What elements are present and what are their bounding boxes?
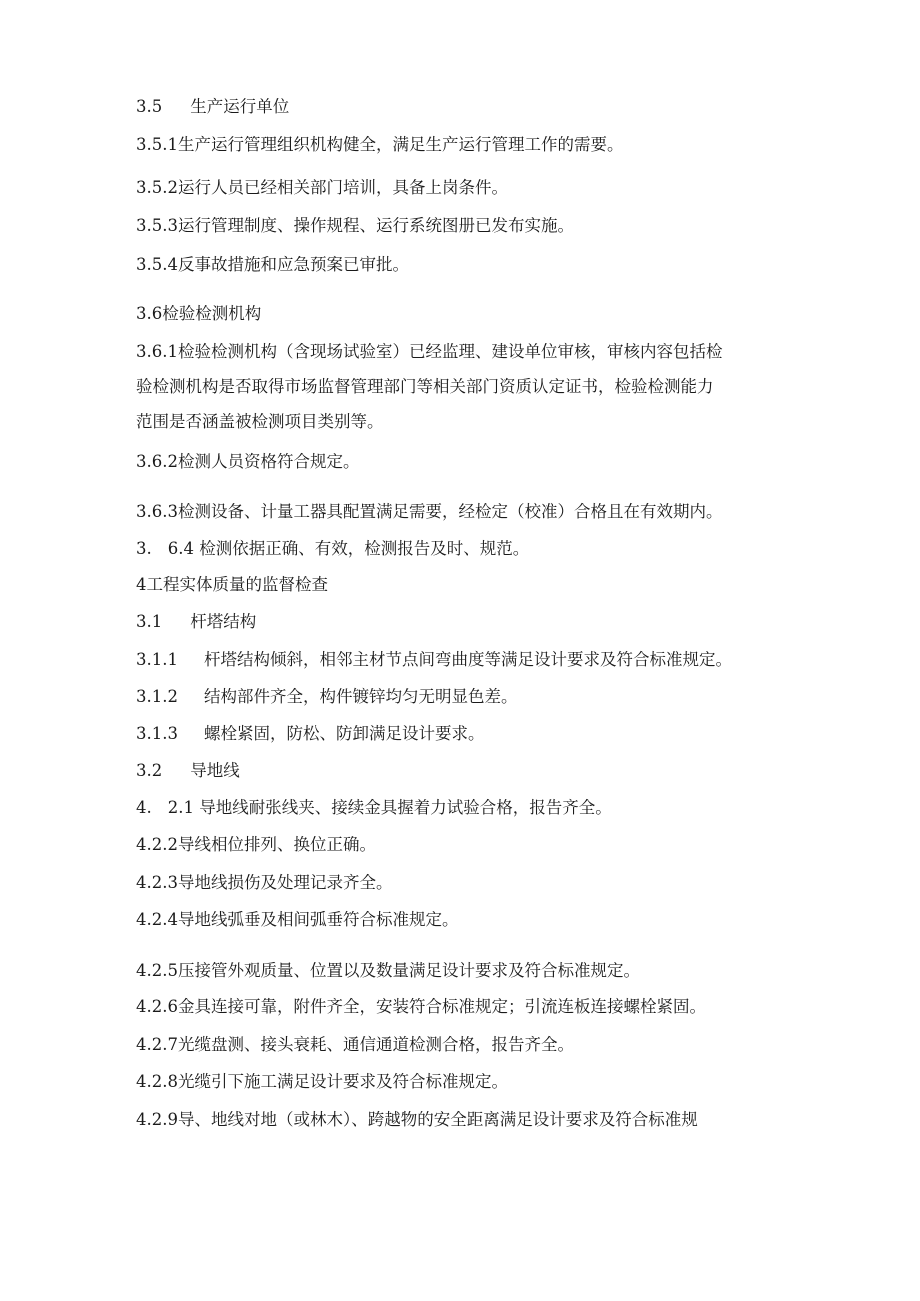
clause-text: 金具连接可靠，附件齐全，安装符合标准规定；引流连板连接螺栓紧固。 bbox=[177, 997, 706, 1016]
line-3-5-4 bbox=[136, 254, 409, 276]
line-3-2 bbox=[136, 760, 240, 782]
clause-text: 杆塔结构倾斜，相邻主材节点间弯曲度等满足设计要求及符合标准规定。 bbox=[203, 650, 732, 669]
clause-text: 检验检测机构 bbox=[162, 304, 262, 323]
clause-text: 压接管外观质量、位置以及数量满足设计要求及符合标准规定。 bbox=[177, 961, 640, 980]
line-3-5-3 bbox=[136, 215, 574, 237]
line-4-2-3 bbox=[136, 872, 392, 894]
clause-text: 生产运行管理组织机构健全，满足生产运行管理工作的需要。 bbox=[177, 135, 624, 154]
clause-text: 光缆盘测、接头衰耗、通信通道检测合格，报告齐全。 bbox=[177, 1035, 574, 1054]
line-3-6-1-cont-2 bbox=[136, 411, 384, 433]
clause-text: 反事故措施和应急预案已审批。 bbox=[177, 255, 409, 274]
clause-number: 3.6.2 bbox=[136, 452, 178, 471]
line-4-2-9 bbox=[136, 1109, 698, 1131]
clause-text: 6.4 检测依据正确、有效，检测报告及时、规范。 bbox=[167, 539, 530, 558]
clause-number: 4.2.9 bbox=[136, 1110, 178, 1129]
clause-number: 4.2.3 bbox=[136, 873, 178, 892]
clause-number: 4.2.2 bbox=[136, 835, 178, 854]
clause-text: 螺栓紧固，防松、防卸满足设计要求。 bbox=[203, 724, 485, 743]
clause-text: 导、地线对地（或林木）、跨越物的安全距离满足设计要求及符合标准规 bbox=[177, 1110, 698, 1129]
clause-text: 结构部件齐全，构件镀锌均匀无明显色差。 bbox=[203, 687, 518, 706]
clause-number: 4 bbox=[136, 575, 147, 594]
line-3-6-1-cont-1 bbox=[136, 376, 714, 398]
line-3-1-1 bbox=[136, 649, 732, 671]
clause-text: 导地线损伤及处理记录齐全。 bbox=[177, 873, 393, 892]
clause-number: 3.5.2 bbox=[136, 178, 178, 197]
clause-number: 3. bbox=[136, 539, 152, 558]
clause-number: 3.5.4 bbox=[136, 255, 178, 274]
line-4-2-7 bbox=[136, 1034, 574, 1056]
line-4-2-5 bbox=[136, 960, 640, 982]
clause-number: 3.6 bbox=[136, 304, 163, 323]
clause-text: 2.1 导地线耐张线夹、接续金具握着力试验合格，报告齐全。 bbox=[167, 798, 612, 817]
clause-number: 3.1 bbox=[136, 612, 163, 631]
clause-number: 3.1.3 bbox=[136, 724, 178, 743]
clause-text: 检验检测机构（含现场试验室）已经监理、建设单位审核，审核内容包括检 bbox=[177, 342, 723, 361]
clause-number: 3.6.3 bbox=[136, 502, 178, 521]
clause-number: 3.1.2 bbox=[136, 687, 178, 706]
clause-number: 3.5.1 bbox=[136, 135, 178, 154]
clause-text: 运行人员已经相关部门培训，具备上岗条件。 bbox=[177, 178, 508, 197]
clause-text: 光缆引下施工满足设计要求及符合标准规定。 bbox=[177, 1072, 508, 1091]
clause-number: 4.2.8 bbox=[136, 1072, 178, 1091]
clause-text: 运行管理制度、操作规程、运行系统图册已发布实施。 bbox=[177, 216, 574, 235]
line-3-6-3 bbox=[136, 501, 722, 523]
clause-text: 工程实体质量的监督检查 bbox=[146, 575, 328, 594]
clause-number: 3.5.3 bbox=[136, 216, 178, 235]
line-3-1-3 bbox=[136, 723, 484, 745]
clause-number: 4.2.6 bbox=[136, 997, 178, 1016]
line-3-5-1 bbox=[136, 134, 623, 156]
clause-number: 4.2.7 bbox=[136, 1035, 178, 1054]
line-3-1 bbox=[136, 611, 256, 633]
clause-text: 导线相位排列、换位正确。 bbox=[177, 835, 376, 854]
clause-text: 生产运行单位 bbox=[190, 97, 290, 116]
clause-text: 检测人员资格符合规定。 bbox=[177, 452, 360, 471]
line-4 bbox=[136, 574, 328, 596]
clause-number: 4. bbox=[136, 798, 152, 817]
clause-number: 3.5 bbox=[136, 97, 163, 116]
line-4-2-2 bbox=[136, 834, 376, 856]
clause-text: 验检测机构是否取得市场监督管理部门等相关部门资质认定证书，检验检测能力 bbox=[136, 377, 714, 396]
line-3-5 bbox=[136, 96, 289, 118]
line-4-2-4 bbox=[136, 909, 458, 931]
clause-text: 检测设备、计量工器具配置满足需要，经检定（校准）合格且在有效期内。 bbox=[177, 502, 723, 521]
line-4-2-6 bbox=[136, 996, 706, 1018]
line-3-6-2 bbox=[136, 451, 359, 473]
clause-text: 导地线弧垂及相间弧垂符合标准规定。 bbox=[177, 910, 459, 929]
clause-number: 3.1.1 bbox=[136, 650, 178, 669]
line-3-6-4 bbox=[136, 538, 529, 560]
clause-number: 4.2.4 bbox=[136, 910, 178, 929]
line-4-2-8 bbox=[136, 1071, 508, 1093]
line-3-6-1 bbox=[136, 341, 722, 363]
clause-number: 3.6.1 bbox=[136, 342, 178, 361]
line-4-2-1 bbox=[136, 797, 612, 819]
line-3-1-2 bbox=[136, 686, 517, 708]
clause-text: 范围是否涵盖被检测项目类别等。 bbox=[136, 412, 384, 431]
clause-number: 4.2.5 bbox=[136, 961, 178, 980]
line-3-5-2 bbox=[136, 177, 508, 199]
clause-number: 3.2 bbox=[136, 761, 163, 780]
clause-text: 杆塔结构 bbox=[190, 612, 257, 631]
clause-text: 导地线 bbox=[190, 761, 240, 780]
line-3-6 bbox=[136, 303, 261, 325]
